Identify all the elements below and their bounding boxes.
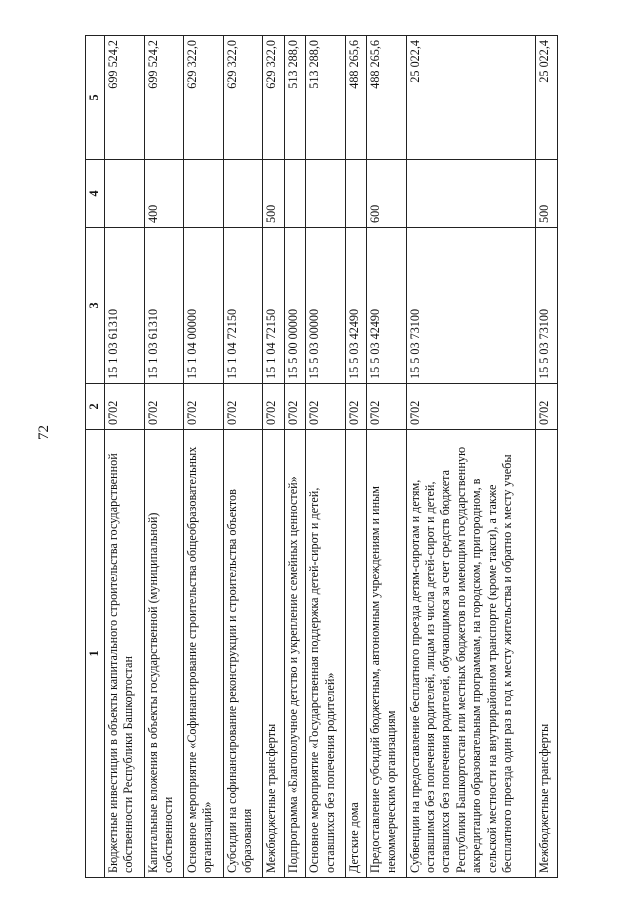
row-section-code: 0702 [284,384,306,430]
row-name: Предоставление субсидий бюджетным, автономным учреждениям и иным некоммерческим организациям [367,430,407,878]
table-row [105,36,145,878]
row-expense-type [306,160,346,228]
column-header-1: 1 [86,430,105,878]
table-row [536,36,558,878]
row-amount: 699 524,2 [144,36,184,160]
row-amount: 629 322,0 [263,36,285,160]
row-target-code: 15 5 03 42490 [345,228,367,384]
column-header-3: 3 [86,228,105,384]
row-name: Субвенции на предоставление бесплатного проезда детям-сиротам и детям, оставшимся без попечения родителей, лицам из числа детей-сирот и детей, оставшихся без попечения родителей, обучающимся за счет средств бюджета Республики Башкортостан или местных бюджетов по имеющим государственную аккредитацию образовательным программам, на городском, пригородном, в сельской местности на внутрирайонном транспорте (кроме такси), а также бесплатного проезда один раз в год к месту жительства и обратно к месту учебы [406,430,536,878]
row-expense-type [223,160,263,228]
table-body [105,36,558,878]
row-section-code: 0702 [223,384,263,430]
row-section-code: 0702 [406,384,536,430]
row-name: Основное мероприятие «Софинансирование строительства общеобразовательных организаций» [184,430,224,878]
table-row [263,36,285,878]
row-section-code: 0702 [105,384,145,430]
row-target-code: 15 1 04 00000 [184,228,224,384]
budget-table [85,35,558,878]
row-name: Детские дома [345,430,367,878]
row-name: Капитальные вложения в объекты государственной (муниципальной) собственности [144,430,184,878]
row-target-code: 15 5 00 00000 [284,228,306,384]
row-expense-type [105,160,145,228]
table-row [184,36,224,878]
row-section-code: 0702 [184,384,224,430]
table-row [144,36,184,878]
table-row [223,36,263,878]
row-expense-type [406,160,536,228]
page-number: 72 [36,425,52,440]
row-section-code: 0702 [144,384,184,430]
row-section-code: 0702 [306,384,346,430]
row-amount: 513 288,0 [306,36,346,160]
row-amount: 25 022,4 [536,36,558,160]
row-target-code: 15 5 03 42490 [367,228,407,384]
row-expense-type: 500 [263,160,285,228]
row-target-code: 15 5 03 73100 [536,228,558,384]
row-target-code: 15 1 04 72150 [223,228,263,384]
row-expense-type [184,160,224,228]
row-name: Межбюджетные трансферты [263,430,285,878]
column-header-5: 5 [86,36,105,160]
row-target-code: 15 1 03 61310 [105,228,145,384]
row-amount: 629 322,0 [223,36,263,160]
table-row [306,36,346,878]
row-name: Межбюджетные трансферты [536,430,558,878]
table-row [406,36,536,878]
table-row [284,36,306,878]
row-name: Основное мероприятие «Государственная поддержка детей-сирот и детей, оставшихся без попечения родителей» [306,430,346,878]
row-amount: 629 322,0 [184,36,224,160]
table-row [367,36,407,878]
row-amount: 699 524,2 [105,36,145,160]
column-header-4: 4 [86,160,105,228]
row-amount: 513 288,0 [284,36,306,160]
row-expense-type: 600 [367,160,407,228]
row-expense-type [284,160,306,228]
row-amount: 25 022,4 [406,36,536,160]
row-target-code: 15 5 03 73100 [406,228,536,384]
row-target-code: 15 1 04 72150 [263,228,285,384]
row-section-code: 0702 [367,384,407,430]
row-amount: 488 265,6 [345,36,367,160]
row-expense-type: 400 [144,160,184,228]
header-row [86,36,105,878]
table-row [345,36,367,878]
row-section-code: 0702 [263,384,285,430]
column-header-2: 2 [86,384,105,430]
row-expense-type [345,160,367,228]
row-target-code: 15 1 03 61310 [144,228,184,384]
row-section-code: 0702 [536,384,558,430]
row-name: Подпрограмма «Благополучное детство и укрепление семейных ценностей» [284,430,306,878]
row-section-code: 0702 [345,384,367,430]
row-name: Субсидии на софинансирование реконструкции и строительства объектов образования [223,430,263,878]
row-amount: 488 265,6 [367,36,407,160]
budget-table-container [85,36,558,878]
row-name: Бюджетные инвестиции в объекты капитального строительства государственной собственности Республики Башкортостан [105,430,145,878]
row-expense-type: 500 [536,160,558,228]
row-target-code: 15 5 03 00000 [306,228,346,384]
